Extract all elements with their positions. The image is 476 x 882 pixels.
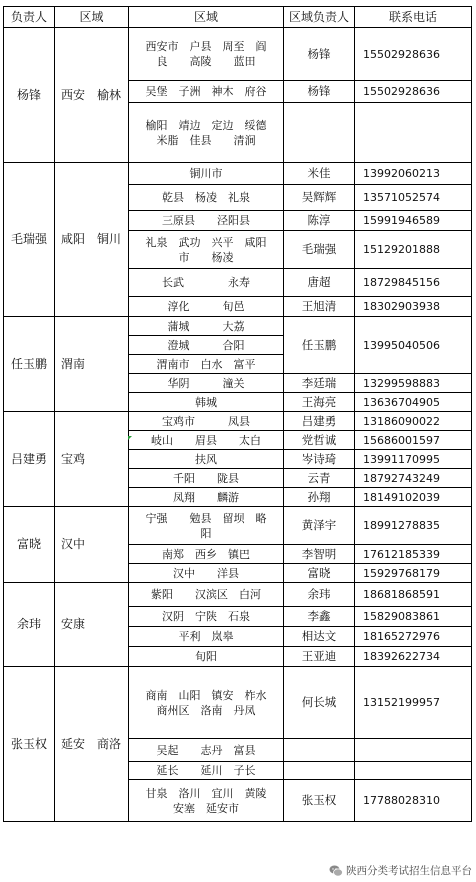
phone-cell: 18729845156 xyxy=(355,269,472,297)
phone-cell: 17612185339 xyxy=(355,545,472,564)
manager-cell: 毛瑞强 xyxy=(4,163,55,317)
region-lead-cell: 王旭清 xyxy=(284,297,355,317)
region-lead-cell: 相达文 xyxy=(284,627,355,647)
region-lead-cell: 岑诗琦 xyxy=(284,450,355,469)
region-lead-cell: 米佳 xyxy=(284,163,355,185)
region-lead-cell: 王亚迪 xyxy=(284,647,355,667)
region-cell: 西安 榆林 xyxy=(55,28,129,163)
area-cell: 凤翔 麟游 xyxy=(129,488,284,507)
phone-cell xyxy=(355,739,472,762)
phone-cell: 15829083861 xyxy=(355,607,472,627)
table-row xyxy=(4,583,472,607)
phone-cell: 13995040506 xyxy=(355,317,472,374)
phone-cell: 13186090022 xyxy=(355,412,472,431)
region-lead-cell: 云青 xyxy=(284,469,355,488)
region-lead-cell xyxy=(284,762,355,780)
area-cell: 宝鸡市 凤县 xyxy=(129,412,284,431)
phone-cell: 13991170995 xyxy=(355,450,472,469)
area-cell: 西安市 户县 周至 阎 良 高陵 蓝田 xyxy=(129,28,284,81)
region-lead-cell: 杨锋 xyxy=(284,28,355,81)
table-row xyxy=(4,163,472,185)
area-cell: 长武 永寿 xyxy=(129,269,284,297)
area-cell: 华阴 潼关 xyxy=(129,374,284,393)
watermark-text: 陕西分类考试招生信息平台 xyxy=(346,865,472,877)
area-cell: 紫阳 汉滨区 白河 xyxy=(129,583,284,607)
phone-cell: 18302903938 xyxy=(355,297,472,317)
manager-cell: 任玉鹏 xyxy=(4,317,55,412)
table-row xyxy=(4,317,472,336)
region-lead-cell: 李廷瑞 xyxy=(284,374,355,393)
phone-cell: 17788028310 xyxy=(355,780,472,822)
phone-cell: 13992060213 xyxy=(355,163,472,185)
region-lead-cell: 陈淳 xyxy=(284,211,355,231)
region-lead-cell: 党哲诚 xyxy=(284,431,355,450)
area-cell: 澄城 合阳 xyxy=(129,336,284,355)
region-lead-cell: 毛瑞强 xyxy=(284,231,355,269)
region-lead-cell: 李智明 xyxy=(284,545,355,564)
phone-cell: 15502928636 xyxy=(355,81,472,103)
area-cell: 宁强 勉县 留坝 略 阳 xyxy=(129,507,284,545)
region-lead-cell: 何长城 xyxy=(284,667,355,739)
area-cell: 礼泉 武功 兴平 咸阳 市 杨凌 xyxy=(129,231,284,269)
region-cell: 安康 xyxy=(55,583,129,667)
manager-cell: 张玉权 xyxy=(4,667,55,822)
manager-cell: 吕建勇 xyxy=(4,412,55,507)
region-lead-cell: 余玮 xyxy=(284,583,355,607)
table-row xyxy=(4,507,472,545)
header-manager: 负责人 xyxy=(4,7,55,28)
phone-cell xyxy=(355,103,472,163)
table-row xyxy=(4,412,472,431)
table-row xyxy=(4,667,472,739)
manager-cell: 杨锋 xyxy=(4,28,55,163)
wechat-icon xyxy=(329,864,343,878)
phone-cell: 18792743249 xyxy=(355,469,472,488)
region-lead-cell: 黄泽宇 xyxy=(284,507,355,545)
region-lead-cell: 王海亮 xyxy=(284,393,355,412)
area-cell: 渭南市 白水 富平 xyxy=(129,355,284,374)
region-cell: 延安 商洛 xyxy=(55,667,129,822)
area-cell: 岐山 眉县 太白 xyxy=(129,431,284,450)
table-row xyxy=(4,28,472,81)
phone-cell: 18991278835 xyxy=(355,507,472,545)
region-cell: 宝鸡 xyxy=(55,412,129,507)
header-phone: 联系电话 xyxy=(355,7,472,28)
area-cell: 南郑 西乡 镇巴 xyxy=(129,545,284,564)
watermark xyxy=(329,863,472,878)
manager-cell: 余玮 xyxy=(4,583,55,667)
phone-cell: 15929768179 xyxy=(355,564,472,583)
region-lead-cell xyxy=(284,739,355,762)
phone-cell: 15502928636 xyxy=(355,28,472,81)
area-cell: 三原县 泾阳县 xyxy=(129,211,284,231)
region-lead-cell: 任玉鹏 xyxy=(284,317,355,374)
area-cell: 千阳 陇县 xyxy=(129,469,284,488)
phone-cell xyxy=(355,762,472,780)
phone-cell: 15991946589 xyxy=(355,211,472,231)
phone-cell: 18392622734 xyxy=(355,647,472,667)
region-cell: 渭南 xyxy=(55,317,129,412)
area-cell: 旬阳 xyxy=(129,647,284,667)
region-lead-cell: 张玉权 xyxy=(284,780,355,822)
phone-cell: 13571052574 xyxy=(355,185,472,211)
region-lead-cell: 孙翔 xyxy=(284,488,355,507)
phone-cell: 13152199957 xyxy=(355,667,472,739)
area-cell: 汉阴 宁陕 石泉 xyxy=(129,607,284,627)
phone-cell: 18149102039 xyxy=(355,488,472,507)
area-cell: 铜川市 xyxy=(129,163,284,185)
header-area: 区域 xyxy=(129,7,284,28)
area-cell: 韩城 xyxy=(129,393,284,412)
area-cell: 吴起 志丹 富县 xyxy=(129,739,284,762)
area-cell: 延长 延川 子长 xyxy=(129,762,284,780)
manager-cell: 富晓 xyxy=(4,507,55,583)
area-cell: 平利 岚皋 xyxy=(129,627,284,647)
area-cell: 榆阳 靖边 定边 绥德 米脂 佳县 清涧 xyxy=(129,103,284,163)
phone-cell: 13299598883 xyxy=(355,374,472,393)
header-region: 区域 xyxy=(55,7,129,28)
region-lead-cell: 李鑫 xyxy=(284,607,355,627)
area-cell: 扶风 xyxy=(129,450,284,469)
phone-cell: 18165272976 xyxy=(355,627,472,647)
region-lead-cell: 唐超 xyxy=(284,269,355,297)
header-row xyxy=(4,7,472,28)
area-cell: 商南 山阳 镇安 柞水 商州区 洛南 丹凤 xyxy=(129,667,284,739)
region-lead-cell: 吴辉辉 xyxy=(284,185,355,211)
region-lead-cell xyxy=(284,103,355,163)
phone-cell: 13636704905 xyxy=(355,393,472,412)
cell-marker xyxy=(128,436,132,440)
region-lead-cell: 富晓 xyxy=(284,564,355,583)
contact-table xyxy=(3,6,472,822)
area-cell: 甘泉 洛川 宜川 黄陵 安塞 延安市 xyxy=(129,780,284,822)
phone-cell: 15686001597 xyxy=(355,431,472,450)
area-cell: 蒲城 大荔 xyxy=(129,317,284,336)
area-cell: 乾县 杨凌 礼泉 xyxy=(129,185,284,211)
region-cell: 咸阳 铜川 xyxy=(55,163,129,317)
region-cell: 汉中 xyxy=(55,507,129,583)
area-cell: 吴堡 子洲 神木 府谷 xyxy=(129,81,284,103)
area-cell: 汉中 洋县 xyxy=(129,564,284,583)
header-region-lead: 区域负责人 xyxy=(284,7,355,28)
phone-cell: 18681868591 xyxy=(355,583,472,607)
region-lead-cell: 吕建勇 xyxy=(284,412,355,431)
area-cell: 淳化 旬邑 xyxy=(129,297,284,317)
phone-cell: 15129201888 xyxy=(355,231,472,269)
region-lead-cell: 杨锋 xyxy=(284,81,355,103)
